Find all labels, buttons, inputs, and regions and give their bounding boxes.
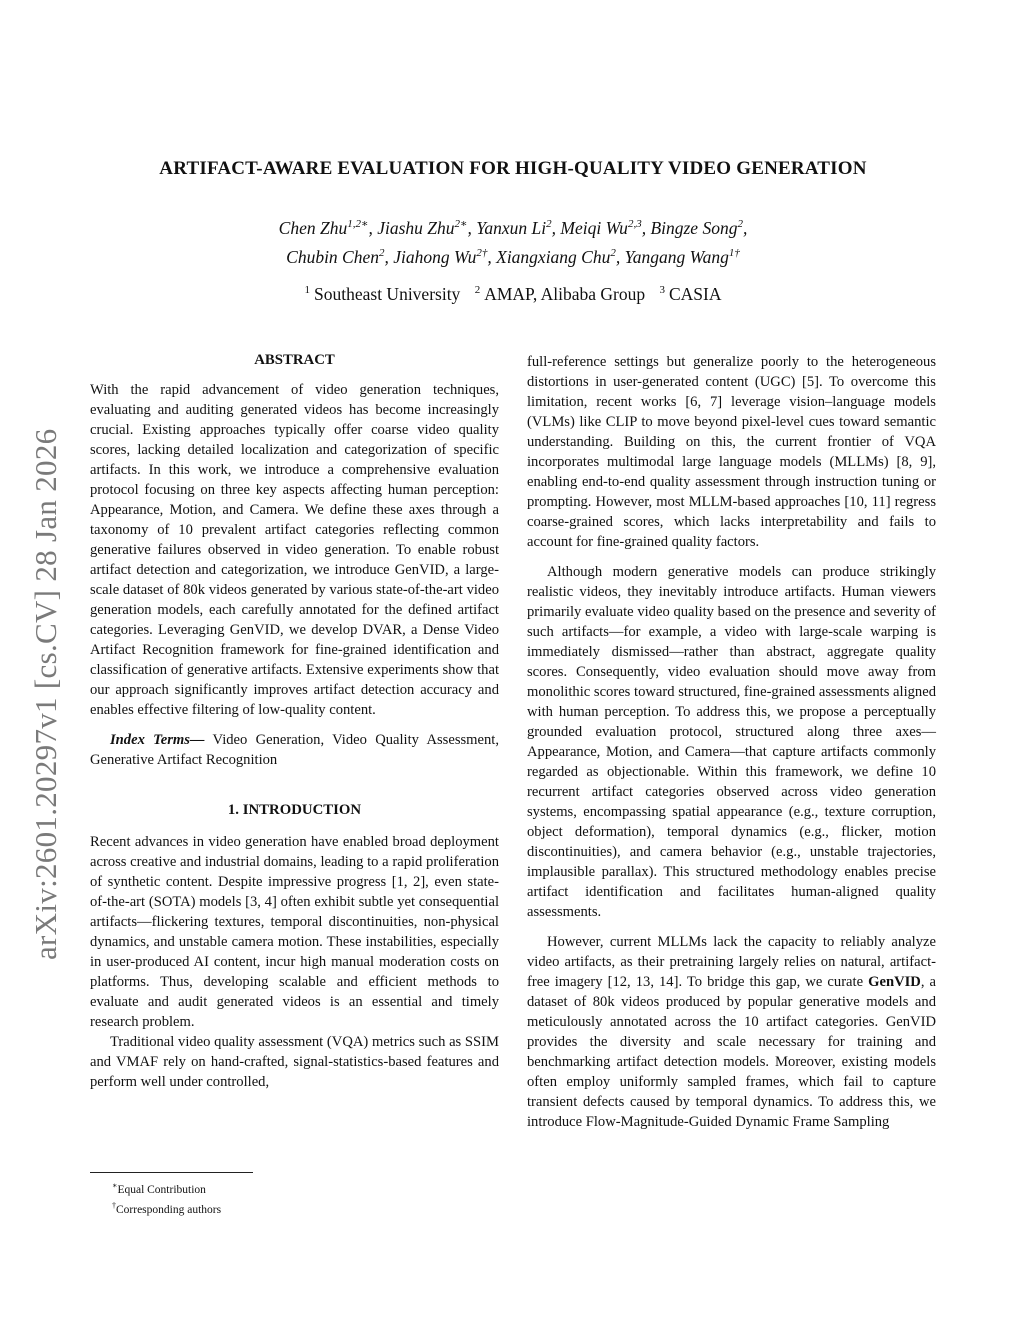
footnotes [112, 1178, 221, 1218]
author-affil-mark: 2 [546, 218, 552, 230]
author-affil-mark: 2 [610, 246, 616, 259]
author-name: Jiashu Zhu [377, 217, 455, 238]
author-name: Meiqi Wu [560, 217, 628, 238]
author-affil-mark: 2 [737, 218, 743, 230]
author-affil-mark: 2,3 [627, 218, 642, 230]
genvid-dataset-name: GenVID [868, 974, 921, 990]
footnote: ∗Equal Contribution [112, 1181, 206, 1196]
author-name: Xiangxiang Chu [496, 246, 611, 267]
author-affil-mark: 2 [379, 246, 385, 259]
index-terms-label: Index Terms— [110, 732, 205, 748]
footnote: †Corresponding authors [112, 1200, 222, 1216]
affiliation: $^3$ CASIA [659, 284, 722, 304]
abstract-heading: ABSTRACT [254, 352, 335, 368]
author-affil-mark: 2† [476, 246, 488, 259]
author-name: Yangang Wang [624, 246, 729, 267]
intro-paragraph: Recent advances in video generation have enabled broad deployment across creative and industrial domains, leading to a rapid proliferation of synthetic content. Despite impressive progress [1, 2], even state-of-the-art (SOTA) models [3, 4] often exhibit subtle yet consequential artifacts—flickering textures, temporal discontinuities, non-physical dynamics, and unstable camera motion. These instabilities, especially in user-produced AI content, incur high manual moderation costs on platforms. Thus, developing scalable and efficient methods to evaluate and audit generated videos is an essential and timely research problem. [90, 834, 499, 1030]
abstract-text: With the rapid advancement of video generation techniques, evaluating and auditing generated videos has become increasingly crucial. Existing approaches typically offer coarse video quality scores, lacking detailed localization and categorization of specific artifacts. In this work, we introduce a comprehensive evaluation protocol focusing on three key aspects affecting human perception: Appearance, Motion, and Camera. We define these axes through a taxonomy of 10 prevalent artifact categories reflecting common generative failures observed in video generation. To enable robust artifact detection and categorization, we introduce GenVID, a large-scale dataset of 80k videos generated by various state-of-the-art video generation models, each carefully annotated for the defined artifact categories. Leveraging GenVID, we develop DVAR, a Dense Video Artifact Recognition framework for fine-grained identification and classification of generative artifacts. Extensive experiments show that our approach significantly improves artifact detection accuracy and enables effective filtering of low-quality content. [90, 382, 499, 718]
affiliation: $^2$ AMAP, Alibaba Group [474, 284, 646, 304]
author-name: Yanxun Li [476, 217, 547, 238]
author-name: Chubin Chen [286, 246, 379, 267]
intro-paragraph: full-reference settings but generalize poorly to the heterogeneous distortions in user-generated content (UGC) [5]. To overcome this limitation, recent works [6, 7] leverage vision–language models (VLMs) like CLIP to move beyond pixel-level cues toward semantic understanding. Building on this, the current frontier of VQA incorporates multimodal large language models (MLLMs) [8, 9], enabling end-to-end quality assessment through instruction tuning or prompting. However, most MLLM-based approaches [10, 11] regress coarse-grained scores, which lacks interpretability and fails to account for fine-grained quality factors. [527, 354, 936, 550]
author-name: Jiahong Wu [393, 246, 477, 267]
author-name: Bingze Song [650, 217, 738, 238]
index-terms [90, 730, 499, 770]
intro-paragraph: Traditional video quality assessment (VQA) metrics such as SSIM and VMAF rely on hand-crafted, signal-statistics-based features and perform well under controlled, [90, 1034, 499, 1090]
affiliation: $^1$ Southeast University [304, 284, 461, 304]
author-list: Chen Zhu$^{1,2∗}$, Jiashu Zhu$^{2∗}$, Yanxun Li$^2$, Meiqi Wu$^{2,3}$, Bingze Song$^2$, Chubin Chen$^2$, Jiahong $Wu^{2\dagger}$, Xiangxiang Chu$^2$, Yangang Wang$^{1\dagger}$ [278, 217, 748, 267]
affiliations [90, 284, 936, 305]
introduction-heading: 1. INTRODUCTION [227, 802, 362, 818]
paper-title: ARTIFACT-AWARE EVALUATION FOR HIGH-QUALITY VIDEO GENERATION [159, 158, 867, 179]
arxiv-identifier[interactable]: arXiv:2601.20297v1 [cs.CV] 28 Jan 2026 [28, 428, 63, 960]
author-name: Chen Zhu [278, 217, 348, 238]
right-column [527, 352, 936, 1132]
intro-paragraph: Although modern generative models can produce strikingly realistic videos, they inevitably introduce artifacts. Human viewers primarily evaluate video quality based on the presence and severity of such artifacts—for example, a video with large-scale warping is immediately dismissed—rather than abstract, aggregate quality scores. Consequently, video evaluation should move away from monolithic scores toward structured, fine-grained assessments aligned with human perception. To address this, we propose a perceptually grounded evaluation protocol, structured along three axes—Appearance, Motion, and Camera—that capture artifacts commonly regarded as objectionable. Within this framework, we define 10 recurrent artifact categories observed across video generation systems, encompassing spatial appearance (e.g., texture corruption, object deformation), temporal dynamics (e.g., flicker, motion discontinuities), and camera behavior (e.g., unstable trajectories, implausible parallax). This structured methodology enables precise artifact identification and facilitates human-aligned quality assessments. [527, 564, 936, 920]
footnote-divider [90, 1172, 253, 1173]
author-affil-mark: 1,2∗ [347, 218, 369, 230]
left-column [90, 350, 499, 1092]
index-terms-text: Video Generation, Video Quality Assessment, Generative Artifact Recognition [90, 732, 500, 768]
author-affil-mark: 2∗ [454, 218, 468, 230]
intro-paragraph: However, current MLLMs lack the capacity to reliably analyze video artifacts, as their pretraining largely relies on natural, artifact-free imagery [12, 13, 14]. To bridge this gap, we curate GenVID, a dataset of 80k videos produced by popular generative models and meticulously annotated across the 10 artifact categories. GenVID provides the diversity and scale necessary for training and benchmarking artifact detection models. Moreover, existing models often employ uniformly sampled frames, which fail to capture transient defects caused by temporal dynamics. To address this, we introduce Flow-Magnitude-Guided Dynamic Frame Sampling [527, 934, 936, 1130]
author-affil-mark: 1† [728, 246, 740, 259]
